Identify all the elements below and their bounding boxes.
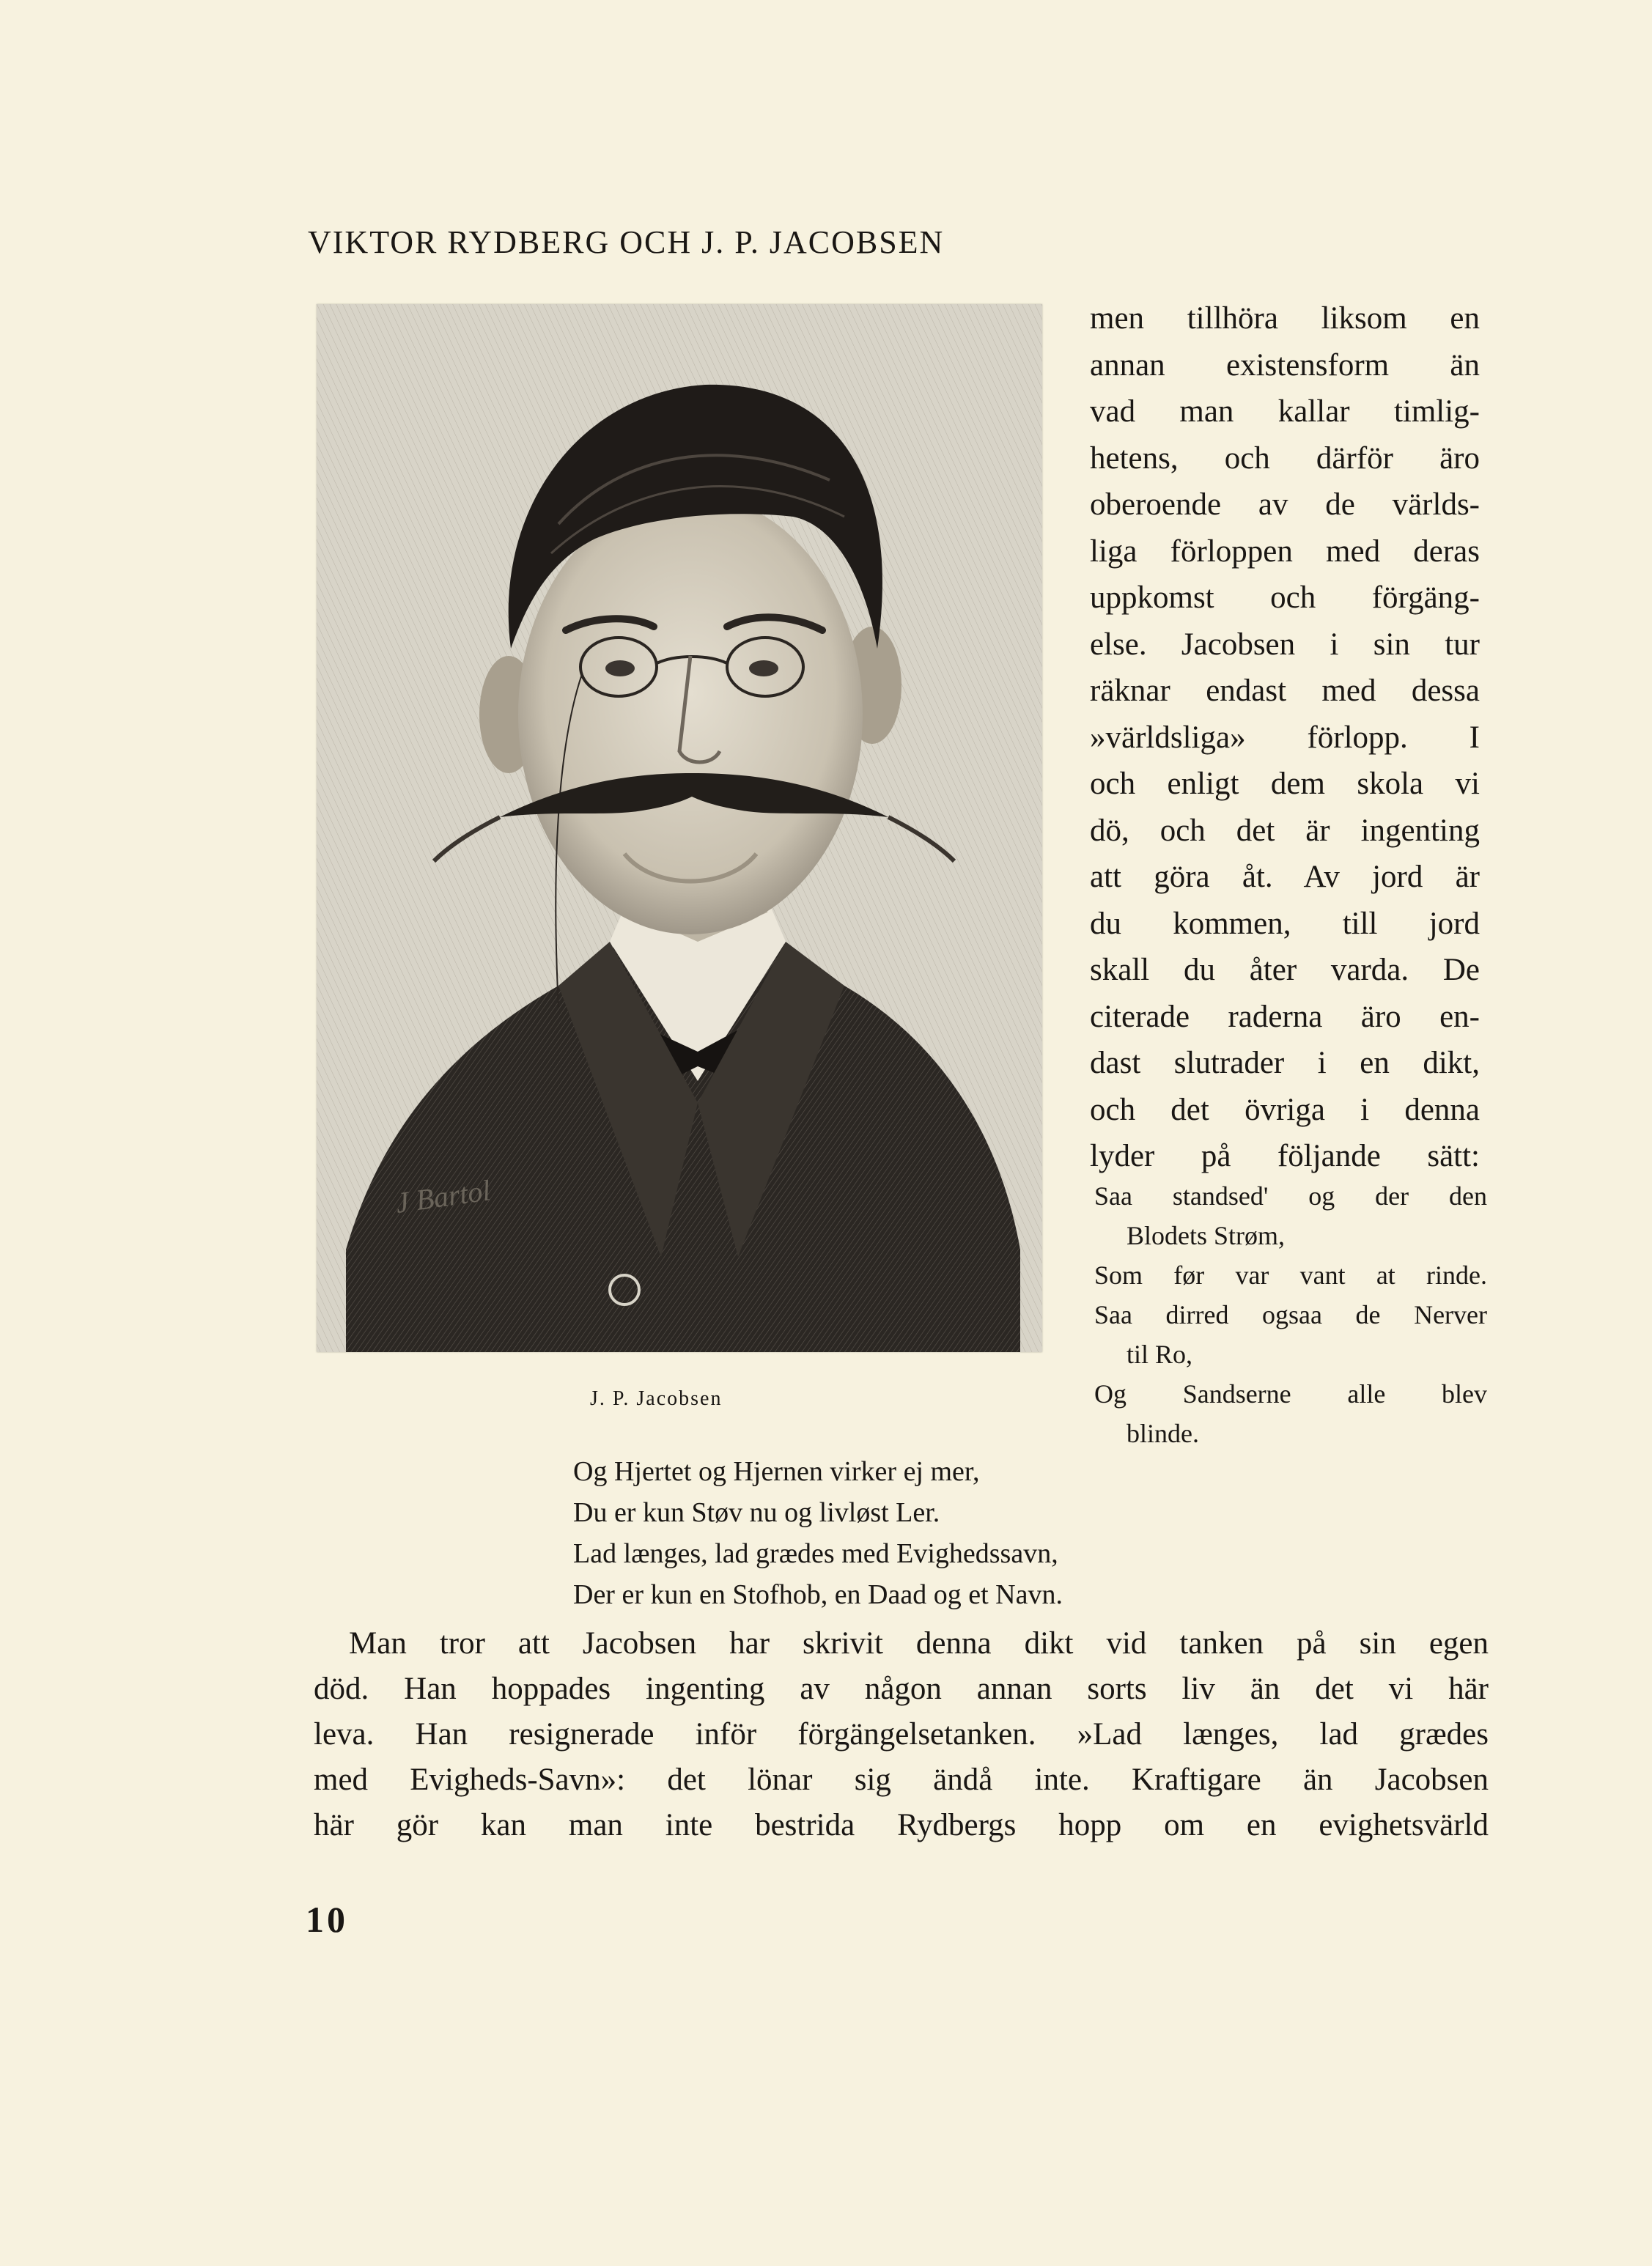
text-line: och det övriga i denna bbox=[1090, 1092, 1480, 1127]
poem-line: Der er kun en Stofhob, en Daad og et Navn. bbox=[573, 1579, 1063, 1610]
text-line: dast slutrader i en dikt, bbox=[1090, 1046, 1480, 1080]
text-line: hetens, och därför äro bbox=[1090, 440, 1480, 476]
text-line: skall du åter varda. De bbox=[1090, 953, 1480, 987]
poem-line: Og Hjertet og Hjernen virker ej mer, bbox=[573, 1456, 980, 1487]
engraver-signature: J Bartol bbox=[393, 1173, 493, 1219]
page-number: 10 bbox=[306, 1899, 348, 1940]
body-paragraph bbox=[314, 1621, 1489, 1848]
text-line: vad man kallar timlig- bbox=[1090, 394, 1480, 429]
text-line: med Evigheds-Savn»: det lönar sig ändå inte. Kraftigare än Jacobsen bbox=[314, 1763, 1489, 1797]
poem-line: Du er kun Støv nu og livløst Ler. bbox=[573, 1497, 940, 1528]
text-line: lyder på följande sätt: bbox=[1090, 1139, 1480, 1173]
portrait-engraving bbox=[317, 304, 1042, 1352]
text-line: räknar endast med dessa bbox=[1090, 673, 1480, 708]
text-line: annan existensform än bbox=[1090, 347, 1480, 383]
text-line: oberoende av de världs- bbox=[1090, 487, 1480, 522]
poem-line: Som før var vant at rinde. bbox=[1094, 1261, 1487, 1290]
text-line: och enligt dem skola vi bbox=[1090, 767, 1480, 801]
figure-caption: J. P. Jacobsen bbox=[590, 1387, 723, 1410]
text-line: här gör kan man inte bestrida Rydbergs hopp om en evighetsvärld bbox=[314, 1808, 1489, 1842]
text-line: att göra åt. Av jord är bbox=[1090, 860, 1480, 894]
text-line: Man tror att Jacobsen har skrivit denna dikt vid tanken på sin egen bbox=[349, 1626, 1489, 1661]
text-line: dö, och det är ingenting bbox=[1090, 813, 1480, 848]
poem-line: Blodets Strøm, bbox=[1126, 1221, 1286, 1250]
text-line: uppkomst och förgäng- bbox=[1090, 580, 1480, 615]
text-line: liga förloppen med deras bbox=[1090, 534, 1480, 569]
text-line: du kommen, till jord bbox=[1090, 906, 1480, 941]
poem-line: Og Sandserne alle blev bbox=[1094, 1379, 1487, 1409]
poem-block bbox=[573, 1451, 1255, 1615]
poem-column bbox=[1094, 1176, 1487, 1453]
poem-line: Lad længes, lad grædes med Evighedssavn, bbox=[573, 1538, 1058, 1569]
poem-line: Saa dirred ogsaa de Nerver bbox=[1094, 1300, 1487, 1329]
poem-line: Saa standsed' og der den bbox=[1094, 1181, 1487, 1211]
poem-line: blinde. bbox=[1126, 1419, 1199, 1448]
text-line: leva. Han resignerade inför förgängelsetanken. »Lad længes, lad grædes bbox=[314, 1717, 1489, 1752]
text-line: död. Han hoppades ingenting av någon annan sorts liv än det vi här bbox=[314, 1672, 1489, 1706]
text-line: citerade raderna äro en- bbox=[1090, 999, 1480, 1034]
running-header: VIKTOR RYDBERG OCH J. P. JACOBSEN bbox=[308, 224, 945, 260]
poem-line: til Ro, bbox=[1126, 1340, 1193, 1369]
text-line: else. Jacobsen i sin tur bbox=[1090, 627, 1480, 662]
column-text bbox=[1090, 295, 1480, 1180]
text-line: men tillhöra liksom en bbox=[1090, 301, 1480, 336]
portrait-illustration bbox=[317, 304, 1042, 1352]
text-line: »världsliga» förlopp. I bbox=[1090, 720, 1480, 755]
